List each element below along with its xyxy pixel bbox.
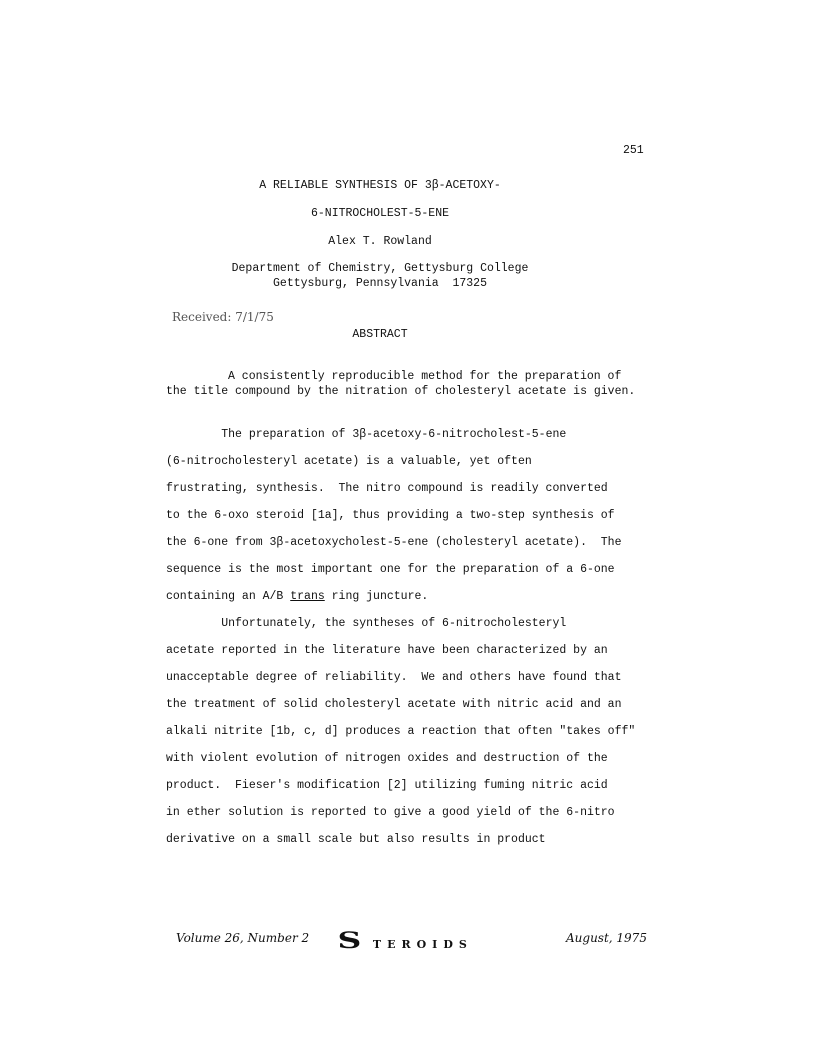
- footer-volume: Volume 26, Number 2: [176, 931, 310, 945]
- paragraph-line: sequence is the most important one for the preparation of a 6-one: [166, 563, 615, 576]
- author-name: Alex T. Rowland: [328, 235, 432, 248]
- paragraph-line: in ether solution is reported to give a good yield of the 6-nitro: [166, 806, 615, 819]
- paragraph-line: alkali nitrite [1b, c, d] produces a reaction that often "takes off": [166, 725, 636, 738]
- paragraph-line: [166, 421, 646, 448]
- text-line: containing an A/B: [166, 590, 291, 603]
- paragraph-line: [166, 583, 646, 610]
- affiliation-line-2: Gettysburg, Pennsylvania 17325: [273, 277, 487, 290]
- received-stamp: Received: 7/1/75: [172, 310, 274, 324]
- paragraph-line: to the 6-oxo steroid [1a], thus providing a two-step synthesis of: [166, 509, 615, 522]
- paragraph-line: product. Fieser's modification [2] utilizing fuming nitric acid: [166, 779, 608, 792]
- paragraph-line: (6-nitrocholesteryl acetate) is a valuable, yet often: [166, 455, 532, 468]
- body-text: [166, 421, 646, 853]
- underlined-word: trans: [290, 590, 325, 603]
- journal-logo: [337, 928, 473, 954]
- article-title-line-2: 6-NITROCHOLEST-5-ENE: [310, 207, 450, 220]
- affiliation-line-1: Department of Chemistry, Gettysburg College: [231, 262, 529, 275]
- text-line: Unfortunately, the syntheses of 6-nitrocholesteryl: [221, 617, 567, 630]
- abstract-text-content: A consistently reproducible method for the preparation of the title compound by the nitration of cholesteryl acetate is given.: [166, 370, 636, 398]
- paragraph-line: frustrating, synthesis. The nitro compound is readily converted: [166, 482, 608, 495]
- text-line: ring juncture.: [324, 590, 429, 603]
- abstract-heading: ABSTRACT: [352, 328, 408, 341]
- paragraph-line: unacceptable degree of reliability. We and others have found that: [166, 671, 622, 684]
- paragraph-line: with violent evolution of nitrogen oxides and destruction of the: [166, 752, 608, 765]
- article-title-line-1: A RELIABLE SYNTHESIS OF 3β-ACETOXY-: [259, 179, 501, 192]
- paragraph-line: the 6-one from 3β-acetoxycholest-5-ene (cholesteryl acetate). The: [166, 536, 622, 549]
- journal-logo-initial: S: [337, 928, 371, 954]
- paragraph-line: the treatment of solid cholesteryl acetate with nitric acid and an: [166, 698, 622, 711]
- paragraph-line: derivative on a small scale but also results in product: [166, 833, 546, 846]
- page-number: 251: [623, 144, 644, 157]
- footer-date: August, 1975: [566, 931, 647, 945]
- paragraph-line: acetate reported in the literature have been characterized by an: [166, 644, 608, 657]
- journal-logo-text: TEROIDS: [372, 938, 473, 951]
- text-line: The preparation of 3β-acetoxy-6-nitrocholest-5-ene: [221, 428, 567, 441]
- paragraph-line: [166, 610, 646, 637]
- abstract-text: [166, 369, 636, 399]
